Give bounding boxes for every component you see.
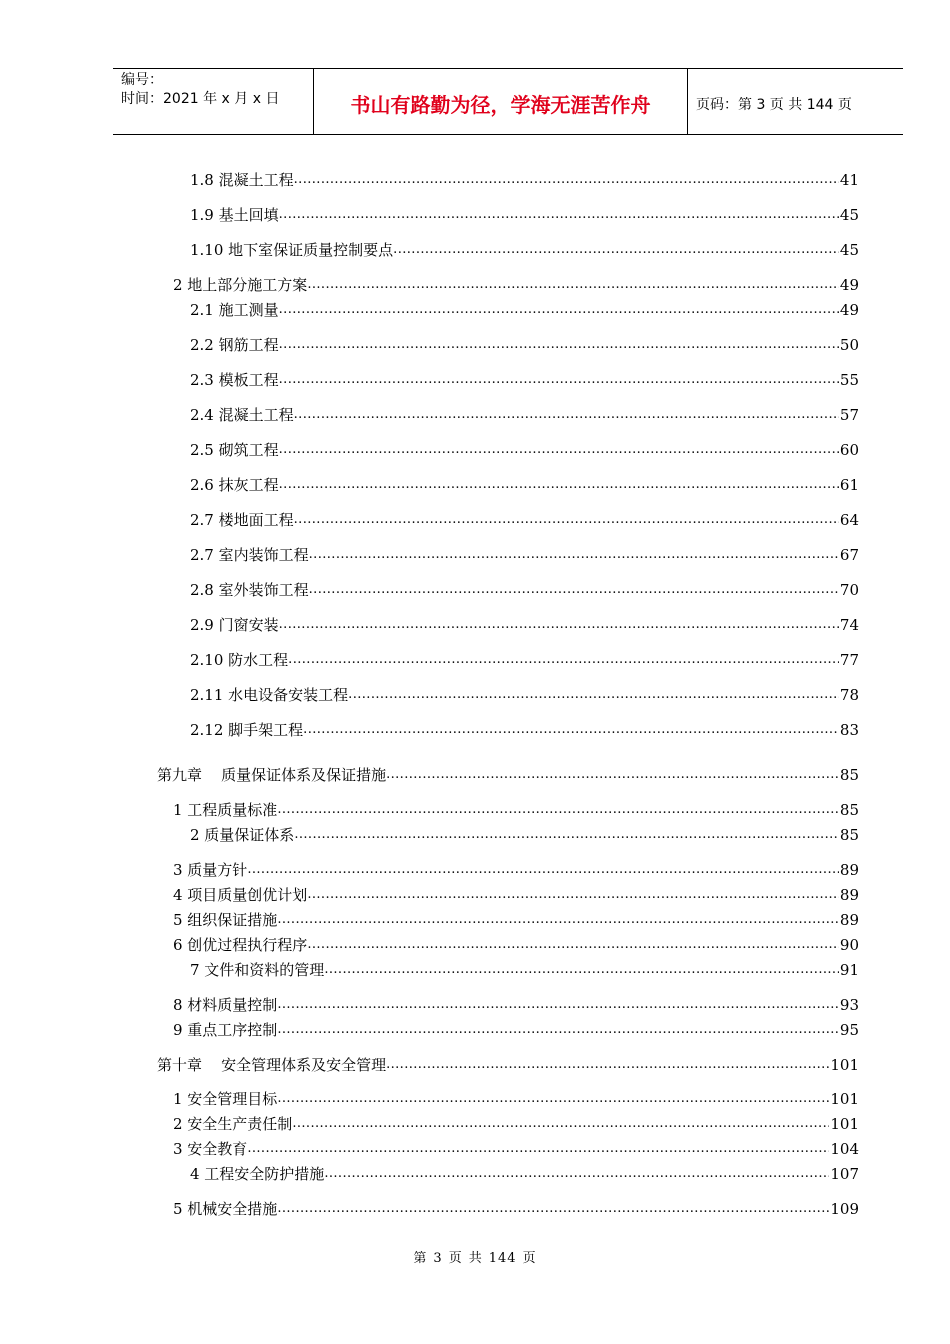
footer-current-page: 3 bbox=[433, 1251, 443, 1266]
toc-leader-dots bbox=[277, 1199, 829, 1219]
toc-leader-dots bbox=[294, 510, 839, 530]
toc-entry[interactable] bbox=[190, 580, 859, 600]
toc-entry-page: 101 bbox=[830, 1115, 859, 1133]
toc-entry[interactable] bbox=[173, 885, 859, 905]
toc-leader-dots bbox=[279, 440, 839, 460]
toc-entry[interactable] bbox=[190, 1164, 859, 1184]
toc-entry-title: 6 创优过程执行程序 bbox=[173, 936, 308, 954]
toc-entry-title: 2.3 模板工程 bbox=[190, 371, 279, 389]
header-page-info: 页码：第 3 页 共 144 页 bbox=[696, 96, 852, 113]
toc-leader-dots bbox=[309, 580, 839, 600]
toc-leader-dots bbox=[324, 1164, 829, 1184]
toc-leader-dots bbox=[279, 300, 839, 320]
toc-entry[interactable] bbox=[190, 510, 859, 530]
toc-entry-title: 4 项目质量创优计划 bbox=[173, 886, 308, 904]
toc-entry[interactable] bbox=[190, 240, 859, 260]
toc-leader-dots bbox=[348, 685, 839, 705]
toc-leader-dots bbox=[324, 960, 839, 980]
toc-entry-page: 67 bbox=[839, 546, 859, 564]
toc-entry[interactable] bbox=[173, 1089, 859, 1109]
header-motto: 书山有路勤为径，学海无涯苦作舟 bbox=[314, 69, 688, 134]
toc-entry-title: 2 质量保证体系 bbox=[190, 826, 295, 844]
toc-entry-title: 2.8 室外装饰工程 bbox=[190, 581, 309, 599]
toc-entry-title: 2.11 水电设备安装工程 bbox=[190, 686, 349, 704]
toc-entry-page: 45 bbox=[839, 241, 859, 259]
toc-entry-page: 77 bbox=[839, 651, 859, 669]
toc-leader-dots bbox=[277, 1089, 829, 1109]
toc-leader-dots bbox=[303, 720, 839, 740]
toc-leader-dots bbox=[307, 935, 839, 955]
toc-entry-page: 55 bbox=[839, 371, 859, 389]
toc-leader-dots bbox=[279, 615, 839, 635]
toc-chapter-entry[interactable] bbox=[157, 1055, 859, 1075]
toc-leader-dots bbox=[279, 205, 839, 225]
toc-leader-dots bbox=[292, 1114, 829, 1134]
toc-entry-page: 109 bbox=[830, 1200, 859, 1218]
toc-leader-dots bbox=[277, 995, 839, 1015]
toc-leader-dots bbox=[247, 1139, 829, 1159]
toc-entry-title: 2.12 脚手架工程 bbox=[190, 721, 304, 739]
toc-entry[interactable] bbox=[190, 475, 859, 495]
toc-leader-dots bbox=[386, 765, 839, 785]
toc-leader-dots bbox=[386, 1055, 829, 1075]
toc-entry-title: 1.8 混凝土工程 bbox=[190, 171, 294, 189]
toc-entry-title: 2.10 防水工程 bbox=[190, 651, 289, 669]
toc-entry-title: 2.1 施工测量 bbox=[190, 301, 279, 319]
toc-chapter-entry[interactable] bbox=[157, 765, 859, 785]
toc-entry[interactable] bbox=[190, 335, 859, 355]
toc-entry-title: 5 组织保证措施 bbox=[173, 911, 278, 929]
toc-leader-dots bbox=[277, 800, 839, 820]
toc-entry-title: 2.7 楼地面工程 bbox=[190, 511, 294, 529]
toc-entry-title: 1.9 基土回填 bbox=[190, 206, 279, 224]
toc-entry-title: 1 安全管理目标 bbox=[173, 1090, 278, 1108]
toc-entry-title: 2.2 钢筋工程 bbox=[190, 336, 279, 354]
toc-entry-page: 101 bbox=[830, 1056, 859, 1074]
toc-entry[interactable] bbox=[173, 1114, 859, 1134]
toc-entry[interactable] bbox=[190, 825, 859, 845]
toc-entry-title: 第十章 安全管理体系及安全管理 bbox=[157, 1056, 387, 1074]
toc-entry[interactable] bbox=[190, 960, 859, 980]
toc-entry-page: 83 bbox=[839, 721, 859, 739]
toc-entry-page: 49 bbox=[839, 276, 859, 294]
toc-entry-title: 3 质量方针 bbox=[173, 861, 248, 879]
toc-entry-page: 74 bbox=[839, 616, 859, 634]
footer-ye: 页 bbox=[522, 1251, 537, 1266]
toc-entry[interactable] bbox=[173, 860, 859, 880]
toc-entry-page: 90 bbox=[839, 936, 859, 954]
toc-entry-title: 2.7 室内装饰工程 bbox=[190, 546, 309, 564]
toc-entry-page: 57 bbox=[839, 406, 859, 424]
toc-entry[interactable] bbox=[173, 910, 859, 930]
toc-entry[interactable] bbox=[173, 1020, 859, 1040]
toc-entry[interactable] bbox=[190, 650, 859, 670]
toc-entry-title: 4 工程安全防护措施 bbox=[190, 1165, 325, 1183]
toc-entry-page: 45 bbox=[839, 206, 859, 224]
toc-leader-dots bbox=[279, 370, 839, 390]
toc-leader-dots bbox=[277, 1020, 839, 1040]
toc-entry-page: 85 bbox=[839, 801, 859, 819]
toc-entry[interactable] bbox=[190, 615, 859, 635]
toc-entry-page: 70 bbox=[839, 581, 859, 599]
toc-entry-page: 64 bbox=[839, 511, 859, 529]
footer-total-pages: 144 bbox=[488, 1251, 517, 1266]
toc-entry-page: 61 bbox=[839, 476, 859, 494]
toc-entry[interactable] bbox=[173, 1139, 859, 1159]
toc-entry-title: 3 安全教育 bbox=[173, 1140, 248, 1158]
toc-entry[interactable] bbox=[173, 275, 859, 295]
document-number-label: 编号： bbox=[121, 72, 163, 88]
toc-entry[interactable] bbox=[190, 720, 859, 740]
toc-leader-dots bbox=[288, 650, 839, 670]
toc-entry[interactable] bbox=[190, 685, 859, 705]
toc-entry-page: 50 bbox=[839, 336, 859, 354]
toc-entry-page: 89 bbox=[839, 861, 859, 879]
toc-leader-dots bbox=[277, 910, 839, 930]
toc-entry[interactable] bbox=[173, 1199, 859, 1219]
toc-entry-page: 101 bbox=[830, 1090, 859, 1108]
toc-leader-dots bbox=[393, 240, 839, 260]
toc-entry-page: 93 bbox=[839, 996, 859, 1014]
toc-leader-dots bbox=[307, 275, 839, 295]
toc-entry-page: 49 bbox=[839, 301, 859, 319]
toc-entry-page: 85 bbox=[839, 826, 859, 844]
toc-leader-dots bbox=[307, 885, 839, 905]
toc-leader-dots bbox=[294, 825, 839, 845]
toc-entry[interactable] bbox=[190, 170, 859, 190]
toc-entry-title: 2.5 砌筑工程 bbox=[190, 441, 279, 459]
toc-leader-dots bbox=[279, 335, 839, 355]
toc-entry-page: 60 bbox=[839, 441, 859, 459]
toc-leader-dots bbox=[294, 405, 839, 425]
toc-entry-page: 89 bbox=[839, 886, 859, 904]
toc-leader-dots bbox=[279, 475, 839, 495]
toc-entry-page: 104 bbox=[830, 1140, 859, 1158]
toc-entry[interactable] bbox=[173, 800, 859, 820]
toc-entry[interactable] bbox=[190, 545, 859, 565]
toc-entry-title: 第九章 质量保证体系及保证措施 bbox=[157, 766, 387, 784]
toc-entry-page: 95 bbox=[839, 1021, 859, 1039]
footer-ye: 页 bbox=[448, 1251, 463, 1266]
toc-entry-title: 2.9 门窗安装 bbox=[190, 616, 279, 634]
toc-entry[interactable] bbox=[190, 300, 859, 320]
toc-entry[interactable] bbox=[190, 440, 859, 460]
document-date-label: 时间：2021 年 x 月 x 日 bbox=[121, 91, 280, 107]
toc-entry-title: 2 安全生产责任制 bbox=[173, 1115, 293, 1133]
footer-di: 第 bbox=[413, 1251, 428, 1266]
toc-entry[interactable] bbox=[190, 205, 859, 225]
toc-entry-page: 89 bbox=[839, 911, 859, 929]
toc-leader-dots bbox=[247, 860, 839, 880]
toc-entry-page: 78 bbox=[839, 686, 859, 704]
toc-entry-title: 1 工程质量标准 bbox=[173, 801, 278, 819]
toc-entry-page: 91 bbox=[839, 961, 859, 979]
footer-gong: 共 bbox=[468, 1251, 483, 1266]
toc-entry-title: 2.6 抹灰工程 bbox=[190, 476, 279, 494]
toc-entry-page: 41 bbox=[839, 171, 859, 189]
toc-entry-title: 2 地上部分施工方案 bbox=[173, 276, 308, 294]
toc-entry-title: 2.4 混凝土工程 bbox=[190, 406, 294, 424]
toc-entry[interactable] bbox=[173, 995, 859, 1015]
toc-entry-title: 9 重点工序控制 bbox=[173, 1021, 278, 1039]
toc-entry[interactable] bbox=[190, 370, 859, 390]
toc-entry[interactable] bbox=[173, 935, 859, 955]
page-footer bbox=[0, 1247, 950, 1266]
toc-entry-title: 8 材料质量控制 bbox=[173, 996, 278, 1014]
toc-leader-dots bbox=[294, 170, 839, 190]
toc-leader-dots bbox=[309, 545, 839, 565]
toc-entry-page: 85 bbox=[839, 766, 859, 784]
toc-entry[interactable] bbox=[190, 405, 859, 425]
toc-entry-page: 107 bbox=[830, 1165, 859, 1183]
toc-entry-title: 1.10 地下室保证质量控制要点 bbox=[190, 241, 394, 259]
toc-entry-title: 7 文件和资料的管理 bbox=[190, 961, 325, 979]
toc-entry-title: 5 机械安全措施 bbox=[173, 1200, 278, 1218]
